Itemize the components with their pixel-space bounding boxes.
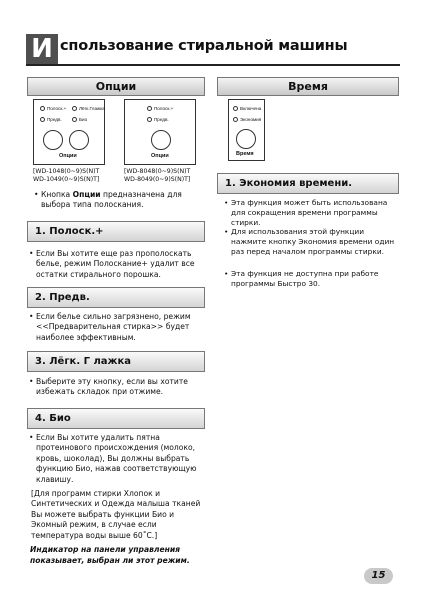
led-prewash-label: Предв.: [47, 116, 62, 122]
led-bio-label: Био: [79, 116, 88, 122]
led-rinse-plus: [40, 106, 45, 111]
section-bio-text: • Если Вы хотите удалить пятна протеинового происхождения (молоко, кровь, шоколад), Вы должны выбрать функцию Био, нажав соответствующую клавишу.: [29, 433, 199, 485]
options-intro: • Кнопка Опции предназначена для выбора типа полоскания.: [34, 190, 204, 211]
section-bio-note: [Для программ стирки Хлопок и Синтетических и Одежда малыша тканей Вы можете выбрать функции Био и Экомный режим, в случае если температура воды выше 60˚C.]: [31, 489, 201, 540]
title-drop-letter: И: [26, 34, 58, 64]
title-rule: [26, 64, 400, 66]
panel1-model-2: WD-1049(0~9)S(N)T]: [33, 175, 100, 183]
section-bio-title: 4. Био: [27, 408, 205, 429]
options-button-label: Опции: [151, 153, 169, 159]
options-button: [151, 130, 171, 150]
led-on-label: Включена: [240, 105, 262, 111]
section-easy-iron-title: 3. Лёгк. Г лажка: [27, 351, 205, 372]
panel2-model-2: WD-8049(0~9)S(N)T]: [124, 175, 191, 183]
time-button-label: Время: [236, 151, 254, 157]
time-save-bullet: • Эта функция не доступна при работе программы Быстро 30.: [224, 269, 396, 289]
led-easy-iron-label: Лёгк.Глажка: [79, 105, 105, 111]
section-rinse-plus-title: 1. Полоск.+: [27, 221, 205, 242]
led-prewash-label: Предв.: [154, 116, 169, 122]
section-prewash-text: • Если белье сильно загрязнено, режим <<Предварительная стирка>> будет наиболее эффективным.: [29, 312, 199, 343]
led-on: [233, 106, 238, 111]
led-rinse-plus-label: Полоск.+: [154, 105, 174, 111]
page-number: 15: [364, 568, 393, 584]
section-easy-iron-text: • Выберите эту кнопку, если вы хотите избежать складок при отжиме.: [29, 377, 199, 398]
led-rinse-plus-label: Полоск.+: [47, 105, 67, 111]
options-header-bar: Опции: [27, 77, 205, 96]
time-save-bullet: • Эта функция может быть использована для сокращения времени программы стирки.: [224, 198, 396, 229]
options-button-label: Опции: [59, 153, 77, 159]
time-save-bullet: • Для использования этой функции нажмите кнопку Экономия времени один раз перед началом программы стирки.: [224, 227, 396, 258]
section-time-save-title: 1. Экономия времени.: [217, 173, 399, 194]
led-eco: [233, 117, 238, 122]
led-prewash: [40, 117, 45, 122]
section-rinse-plus-text: • Если Вы хотите еще раз прополоскать белье, режим Полоскание+ удалит все остатки стирального порошка.: [29, 249, 207, 280]
led-eco-label: Экономия: [240, 116, 262, 122]
led-easy-iron: [72, 106, 77, 111]
led-rinse-plus: [147, 106, 152, 111]
options-panel-2-buttons: [124, 99, 196, 165]
led-prewash: [147, 117, 152, 122]
panel1-model-1: [WD-1048(0~9)S(N)T: [33, 168, 100, 175]
time-header-bar: Время: [217, 77, 399, 96]
indicator-footnote: Индикатор на панели управления показывает, выбран ли этот режим.: [30, 545, 190, 565]
panel2-model-1: [WD-8048(0~9)S(N)T: [124, 168, 191, 175]
options-button-left: [43, 130, 63, 150]
options-button-right: [69, 130, 89, 150]
page-title: спользование стиральной машины: [60, 38, 348, 54]
time-panel: [228, 99, 265, 161]
time-button: [236, 129, 256, 149]
led-bio: [72, 117, 77, 122]
section-prewash-title: 2. Предв.: [27, 287, 205, 308]
options-panel-4-buttons: [33, 99, 105, 165]
